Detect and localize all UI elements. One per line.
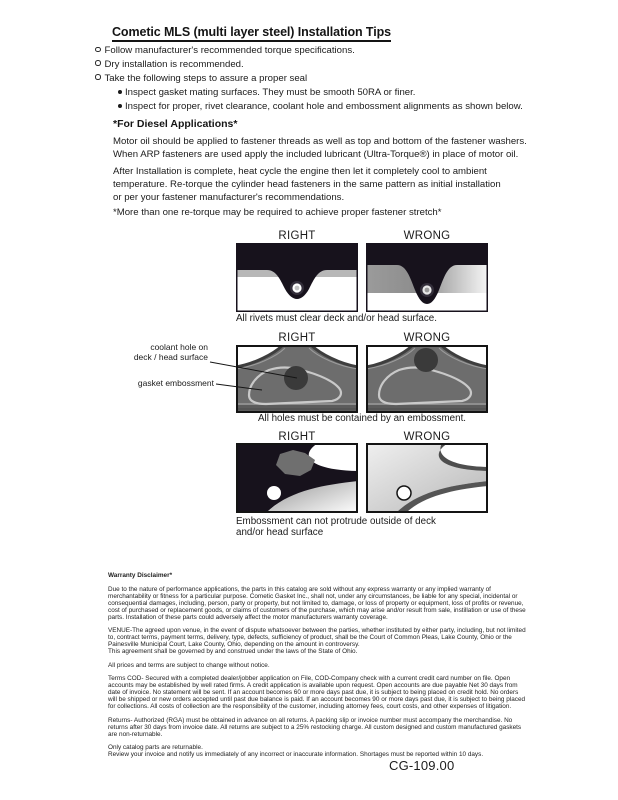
fig3-right-diagram <box>236 443 358 513</box>
list-item <box>95 58 535 72</box>
legal-section <box>108 572 526 765</box>
tip-text: Dry installation is recommended. <box>104 58 244 70</box>
embossment-containment-wrong-diagram <box>366 345 488 413</box>
tip-text: Inspect gasket mating surfaces. They must be smooth 50RA or finer. <box>125 86 416 98</box>
fig3-wrong-label: WRONG <box>403 431 451 443</box>
review-invoice-text: Review your invoice and notify us immediately of any incorrect or inaccurate information. Shortages must be reported within 10 days. <box>108 751 484 758</box>
list-item <box>95 72 535 86</box>
deck-protrusion-right-diagram <box>236 443 358 513</box>
fig1-wrong-diagram <box>366 243 488 312</box>
list-item <box>95 44 535 58</box>
warranty-disclaimer-heading: Warranty Disclaimer* <box>108 572 173 579</box>
retorque-note: *More than one re-torque may be required to achieve proper fastener stretch* <box>113 207 442 218</box>
fig2-caption: All holes must be contained by an embossment. <box>257 413 467 424</box>
venue-paragraph <box>108 627 526 655</box>
callout-line: coolant hole on <box>150 342 208 352</box>
catalog-returns-paragraph <box>108 744 526 758</box>
tip-text: Follow manufacturer's recommended torque specifications. <box>104 45 355 56</box>
tip-text: Inspect for proper, rivet clearance, coolant hole and embossment alignments as shown below. <box>125 100 523 112</box>
fig3-wrong-diagram <box>366 443 488 513</box>
paragraph-line: temperature. Re-torque the cylinder head fasteners in the same pattern as initial installation <box>113 179 501 191</box>
page-title: Cometic MLS (multi layer steel) Installation Tips <box>112 25 391 42</box>
terms-paragraph: Terms COD- Secured with a completed dealer/jobber application on File, COD-Company check with a current credit card number on file. Open accounts may be established by well rated firms. A credit application is available upon request. Open accounts are due payable Net 30 days from date of invoice. No statement will be sent. If an account becomes 60 or more days past due, it is subject to being placed on credit hold. No orders will be shipped or new orders accepted until past due balance is paid. If an account becomes 90 or more days past due, it is subject to being placed for collections. All costs of collection are the responsibility of the customer, including attorney fees, court costs, and other expenses of litigation. <box>108 675 526 710</box>
venue-text: VENUE-The agreed upon venue, in the event of dispute whatsoever between the parties, whether instituted by either party, including, but not limited to, contract terms, payment terms, delivery, type, defects, sufficiency of product, shall be the Court of Common Pleas, Lake County, Ohio or the Painesville Municipal Court, Lake County, Ohio, depending on the amount in controversy. <box>108 627 526 648</box>
embossment-containment-right-diagram <box>236 345 358 413</box>
coolant-hole-callout <box>96 342 208 362</box>
prices-paragraph: All prices and terms are subject to change without notice. <box>108 661 270 669</box>
dot-bullet-icon <box>118 104 122 108</box>
gasket-embossment-callout: gasket embossment <box>137 378 214 388</box>
deck-protrusion-wrong-diagram <box>366 443 488 513</box>
caption-line: Embossment can not protrude outside of deck <box>236 516 436 527</box>
circle-bullet-icon <box>95 47 101 53</box>
rivet-clearance-right-diagram <box>236 243 358 312</box>
fig2-right-label: RIGHT <box>278 332 316 344</box>
catalog-parts-text: Only catalog parts are returnable. <box>108 744 203 751</box>
fig2-wrong-label: WRONG <box>403 332 451 344</box>
fig1-wrong-label: WRONG <box>403 230 451 242</box>
list-item <box>118 86 535 100</box>
paragraph-line: After Installation is complete, heat cycle the engine then let it completely cool to ambient <box>113 166 487 177</box>
paragraph-line: When ARP fasteners are used apply the included lubricant (Ultra-Torque®) in place of motor oil. <box>113 149 519 161</box>
warranty-paragraph: Due to the nature of performance applications, the parts in this catalog are sold without any express warranty or any implied warranty of merchantability or fitness for a particular purpose. Cometic Gasket Inc., shall not, under any circumstances, be liable for any special, incidental or consequential damages, including, person, party or property, but not limited to, damage, or loss of property or equipment, loss of profits or revenue, cost of purchased or replacement goods, or claims of customers of the purchase, which may arise and/or result from sale, instillation or use of these parts. Installation of these parts could adversely affect the motor manufacturers warranty coverage. <box>108 585 526 621</box>
diesel-paragraph-1 <box>113 135 527 161</box>
fig3-right-label: RIGHT <box>278 431 316 443</box>
tip-text: Take the following steps to assure a proper seal <box>104 72 308 84</box>
diesel-paragraph-2 <box>113 165 501 205</box>
document-number: CG-109.00 <box>389 758 455 773</box>
governing-law-text: This agreement shall be governed by and construed under the laws of the State of Ohio. <box>108 648 358 655</box>
fig2-right-diagram <box>236 345 358 413</box>
tips-list <box>95 44 535 114</box>
callout-line: deck / head surface <box>133 352 208 362</box>
fig3-caption <box>236 516 436 538</box>
circle-bullet-icon <box>95 60 101 66</box>
paragraph-line: Motor oil should be applied to fastener threads as well as top and bottom of the fastener washers. <box>113 136 527 147</box>
coolant-hole <box>284 366 308 390</box>
fig1-right-diagram <box>236 243 358 312</box>
rivet-clearance-wrong-diagram <box>366 243 488 312</box>
fig1-caption: All rivets must clear deck and/or head surface. <box>236 313 437 324</box>
list-item <box>118 100 535 114</box>
bolt-hole <box>397 486 411 500</box>
paragraph-line: or per your fastener manufacturer's recommendations. <box>113 192 345 204</box>
fig2-wrong-diagram <box>366 345 488 413</box>
circle-bullet-icon <box>95 74 101 80</box>
returns-paragraph: Returns- Authorized (RGA) must be obtained in advance on all returns. A packing slip or invoice number must accompany the merchandise. No returns after 30 days from invoice date. All returns are subject to a 25% restocking charge. All custom designed and custom manufactured gaskets are non-returnable. <box>108 716 522 738</box>
dot-bullet-icon <box>118 90 122 94</box>
fig1-right-label: RIGHT <box>278 230 316 242</box>
caption-line: and/or head surface <box>236 527 324 538</box>
diesel-section-heading: *For Diesel Applications* <box>113 118 238 130</box>
coolant-hole <box>414 348 438 372</box>
bolt-hole <box>267 486 281 500</box>
